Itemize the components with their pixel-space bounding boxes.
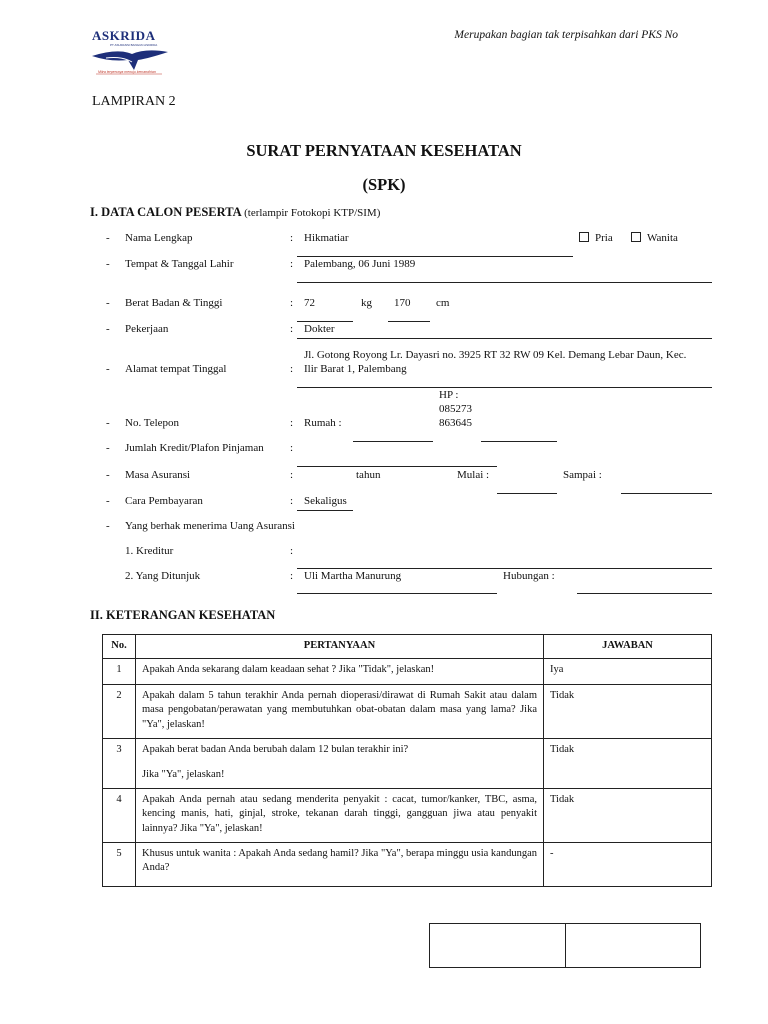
section-1-title: I. DATA CALON PESERTA	[90, 205, 241, 219]
dash: -	[106, 363, 110, 375]
tahun-label: tahun	[356, 469, 381, 481]
kredit-underline	[297, 466, 497, 467]
alamat-line-1[interactable]: Jl. Gotong Royong Lr. Dayasri no. 3925 RT 32 RW 09 Kel. Demang Lebar Daun, Kec.	[304, 349, 687, 361]
pria-label: Pria	[595, 232, 613, 244]
question-text: Apakah Anda pernah atau sedang menderita penyakit : cacat, tumor/kanker, TBC, asma, kencing manis, hati, ginjal, stroke, tekanan darah tinggi, gangguan jiwa atau penyakit lainnya? Jika "Ya", jelaskan!	[136, 788, 544, 842]
dash: -	[106, 232, 110, 244]
ttl-label: Tempat & Tanggal Lahir	[125, 258, 234, 270]
row-number: 2	[103, 684, 136, 738]
checkbox-icon[interactable]	[631, 232, 641, 242]
dash: -	[106, 258, 110, 270]
row-number: 1	[103, 658, 136, 684]
alamat-line-2[interactable]: Ilir Barat 1, Palembang	[304, 363, 407, 375]
colon: :	[290, 469, 294, 481]
colon: :	[290, 363, 294, 375]
table-row	[103, 658, 712, 684]
section-1-heading	[90, 205, 380, 220]
question-text: Apakah Anda sekarang dalam keadaan sehat ? Jika "Tidak", jelaskan!	[136, 658, 544, 684]
gender-wanita[interactable]	[631, 232, 678, 244]
dash: -	[106, 417, 110, 429]
question-followup: Jika "Ya", jelaskan!	[142, 769, 225, 780]
gender-pria[interactable]	[579, 232, 613, 244]
sampai-underline	[621, 493, 712, 494]
logo-tagline: PT ASURANSI BANGUN ASKRIDA	[110, 43, 158, 47]
pekerjaan-label: Pekerjaan	[125, 323, 169, 335]
health-questions-table	[102, 634, 712, 887]
hubungan-label: Hubungan :	[503, 570, 555, 582]
dash: -	[106, 520, 110, 532]
header-jawaban: JAWABAN	[544, 635, 712, 659]
bb-value[interactable]: 72	[304, 297, 315, 309]
bb-underline	[297, 321, 353, 322]
rumah-underline	[353, 441, 433, 442]
mulai-label: Mulai :	[457, 469, 490, 481]
alamat-label: Alamat tempat Tinggal	[125, 363, 227, 375]
hp-value-1[interactable]: 085273	[439, 403, 472, 415]
colon: :	[290, 442, 294, 454]
alamat-underline	[297, 387, 712, 388]
tb-unit: cm	[436, 297, 450, 309]
hp-underline	[481, 441, 557, 442]
mulai-underline	[497, 493, 557, 494]
colon: :	[290, 258, 294, 270]
dash: -	[106, 495, 110, 507]
signature-box	[429, 923, 701, 968]
wanita-label: Wanita	[647, 232, 678, 244]
ttl-underline	[297, 282, 712, 283]
logo-slogan: Mitra terpercaya menuju kemandirian	[98, 70, 156, 74]
table-row	[103, 684, 712, 738]
pekerjaan-value[interactable]: Dokter	[304, 323, 335, 335]
table-header-row	[103, 635, 712, 659]
colon: :	[290, 297, 294, 309]
hp-value-2[interactable]: 863645	[439, 417, 472, 429]
ditunjuk-value[interactable]: Uli Martha Manurung	[304, 570, 402, 582]
dash: -	[106, 469, 110, 481]
hp-label: HP :	[439, 389, 459, 401]
answer-cell[interactable]: -	[544, 842, 712, 886]
logo-wordmark: ASKRIDA	[92, 28, 156, 43]
kreditur-underline	[297, 568, 712, 569]
hubungan-underline	[577, 593, 712, 594]
pekerjaan-underline	[297, 338, 712, 339]
cara-underline	[297, 510, 353, 511]
row-number: 5	[103, 842, 136, 886]
table-row	[103, 738, 712, 788]
berhak-label: Yang berhak menerima Uang Asuransi	[125, 520, 295, 532]
telp-label: No. Telepon	[125, 417, 180, 429]
cara-value[interactable]: Sekaligus	[304, 495, 347, 507]
ditunjuk-label: 2. Yang Ditunjuk	[125, 570, 201, 582]
nama-value[interactable]: Hikmatiar	[304, 232, 349, 244]
row-number: 4	[103, 788, 136, 842]
header-pertanyaan: PERTANYAAN	[136, 635, 544, 659]
document-subtitle: (SPK)	[362, 175, 406, 194]
tb-underline	[388, 321, 430, 322]
ditunjuk-underline	[297, 593, 497, 594]
answer-cell[interactable]: Tidak	[544, 738, 712, 788]
section-2-heading: II. KETERANGAN KESEHATAN	[90, 608, 276, 622]
dash: -	[106, 442, 110, 454]
colon: :	[290, 545, 294, 557]
row-number: 3	[103, 738, 136, 788]
question-text: Khusus untuk wanita : Apakah Anda sedang hamil? Jika "Ya", berapa minggu usia kandungan Anda?	[136, 842, 544, 886]
answer-cell[interactable]: Iya	[544, 658, 712, 684]
question-cell	[136, 738, 544, 788]
colon: :	[290, 232, 294, 244]
dash: -	[106, 297, 110, 309]
answer-cell[interactable]: Tidak	[544, 684, 712, 738]
header-no: No.	[103, 635, 136, 659]
lampiran-label: LAMPIRAN 2	[92, 94, 176, 109]
nama-label: Nama Lengkap	[125, 232, 193, 244]
kredit-label: Jumlah Kredit/Plafon Pinjaman	[125, 442, 264, 454]
question-text: Apakah dalam 5 tahun terakhir Anda pernah dioperasi/dirawat di Rumah Sakit atau dalam masa pengobatan/perawatan yang membutuhkan obat-obatan dalam masa yang lama? Jika "Ya", jelaskan!	[136, 684, 544, 738]
bb-label: Berat Badan & Tinggi	[125, 297, 223, 309]
kreditur-label: 1. Kreditur	[125, 545, 174, 557]
masa-label: Masa Asuransi	[125, 469, 191, 481]
bb-unit: kg	[361, 297, 372, 309]
colon: :	[290, 570, 294, 582]
checkbox-icon[interactable]	[579, 232, 589, 242]
section-1-note: (terlampir Fotokopi KTP/SIM)	[244, 207, 381, 219]
colon: :	[290, 417, 294, 429]
tb-value[interactable]: 170	[394, 297, 411, 309]
document-title: SURAT PERNYATAAN KESEHATAN	[246, 141, 522, 160]
signature-box-divider	[565, 924, 566, 967]
sampai-label: Sampai :	[563, 469, 602, 481]
colon: :	[290, 323, 294, 335]
header-note: Merupakan bagian tak terpisahkan dari PKS No	[454, 29, 678, 41]
colon: :	[290, 495, 294, 507]
cara-label: Cara Pembayaran	[125, 495, 203, 507]
table-row	[103, 842, 712, 886]
answer-cell[interactable]: Tidak	[544, 788, 712, 842]
table-row	[103, 788, 712, 842]
question-text: Apakah berat badan Anda berubah dalam 12 bulan terakhir ini?	[142, 743, 409, 755]
nama-underline	[297, 256, 573, 257]
rumah-label: Rumah :	[304, 417, 342, 429]
dash: -	[106, 323, 110, 335]
ttl-value[interactable]: Palembang, 06 Juni 1989	[304, 258, 416, 270]
